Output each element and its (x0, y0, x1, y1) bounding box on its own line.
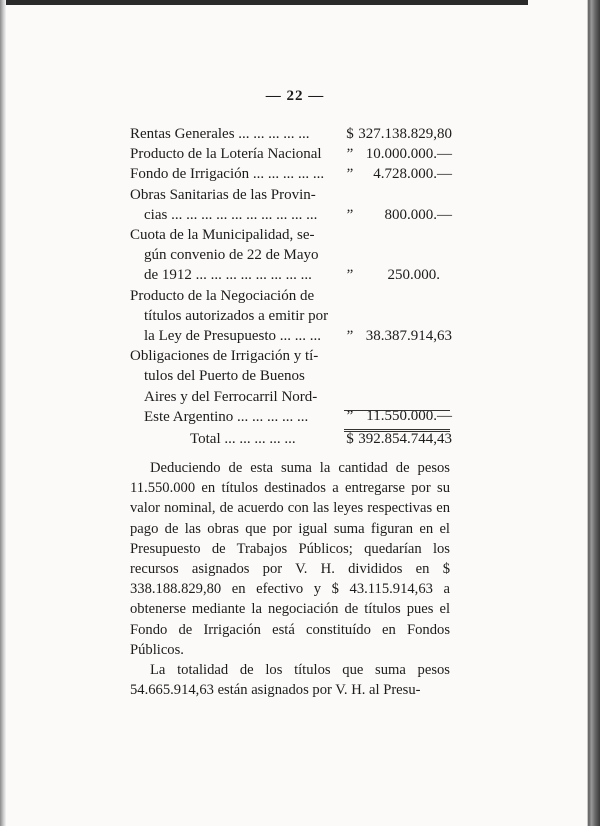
paragraph: Deduciendo de esta suma la cantidad de pesos 11.550.000 en títulos destinados a entregarse por su valor nominal, de acuerdo con las leyes respectivas en pago de las obras que por igual suma figuran en el Presupuesto de Trabajos Públicos; quedarían los recursos asignados por V. H. divididos en $ 338.188.829,80 en efectivo y $ 43.115.914,63 a obtenerse mediante la negociación de títulos pues el Fondo de Irrigación está constituído en Fondos Públicos. (130, 460, 450, 658)
row-label-line: Aires y del Ferrocarril Nord- (144, 388, 318, 405)
row-label-line: tulos del Puerto de Buenos (144, 368, 305, 385)
currency-mark: $ (346, 431, 354, 448)
currency-mark: ” (346, 146, 354, 163)
revenue-table (130, 124, 454, 449)
page-number: — 22 — (265, 88, 325, 104)
row-label-line: Obras Sanitarias de las Provin- (130, 186, 316, 203)
row-label (130, 286, 342, 347)
row-label (130, 164, 342, 184)
table-row (130, 185, 454, 225)
page-top-edge (0, 0, 600, 5)
table-row (130, 346, 454, 427)
currency-mark: $ (346, 126, 354, 142)
row-amount: 250.000. (387, 267, 440, 284)
total-label: Total ... ... ... ... ... (190, 431, 296, 448)
row-label-line: cias ... ... ... ... ... ... ... ... ... ... (144, 206, 318, 223)
body-text (130, 458, 450, 700)
currency-mark: ” (346, 267, 354, 284)
row-label-line: títulos autorizados a emitir por (144, 307, 329, 324)
row-label-line: de 1912 ... ... ... ... ... ... ... ... (144, 267, 312, 284)
book-binding-edge (0, 0, 6, 826)
currency-mark: ” (346, 327, 354, 344)
currency-mark: ” (346, 166, 354, 183)
row-amount: 10.000.000.— (365, 146, 452, 163)
row-label (130, 346, 342, 427)
row-label (130, 225, 342, 286)
row-label-line: Producto de la Lotería Nacional (130, 146, 322, 163)
paragraph: La totalidad de los títulos que suma pesos 54.665.914,63 están asignados por V. H. al Presu- (130, 662, 450, 699)
row-label-line: Este Argentino ... ... ... ... ... (144, 408, 309, 425)
currency-mark: ” (346, 206, 354, 223)
row-amount: 327.138.829,80 (358, 126, 452, 142)
total-amount: 392.854.744,43 (358, 431, 452, 448)
subtotal-rule (344, 410, 450, 411)
row-amount: 800.000.— (384, 206, 452, 223)
row-label-line: Obligaciones de Irrigación y tí- (130, 348, 319, 365)
row-label-line: Rentas Generales ... ... ... ... ... (130, 126, 310, 142)
table-row (130, 225, 454, 286)
row-label-line: Producto de la Negociación de (130, 287, 315, 304)
row-label (130, 144, 342, 164)
table-row (130, 164, 454, 184)
row-label-line: la Ley de Presupuesto ... ... ... (144, 328, 322, 345)
total-double-rule (344, 429, 450, 433)
table-row (130, 286, 454, 347)
row-label-line: gún convenio de 22 de Mayo (144, 247, 319, 264)
page-stack-edge (528, 0, 600, 826)
currency-mark: ” (346, 408, 354, 425)
row-label (130, 124, 342, 144)
row-amount: 11.550.000.— (366, 408, 452, 425)
table-row (130, 144, 454, 164)
row-amount: 38.387.914,63 (365, 327, 452, 344)
row-amount: 4.728.000.— (373, 166, 452, 183)
row-label (130, 185, 342, 225)
table-row (130, 124, 454, 144)
row-label-line: Fondo de Irrigación ... ... ... ... ... (130, 166, 325, 183)
row-label-line: Cuota de la Municipalidad, se- (130, 227, 315, 244)
